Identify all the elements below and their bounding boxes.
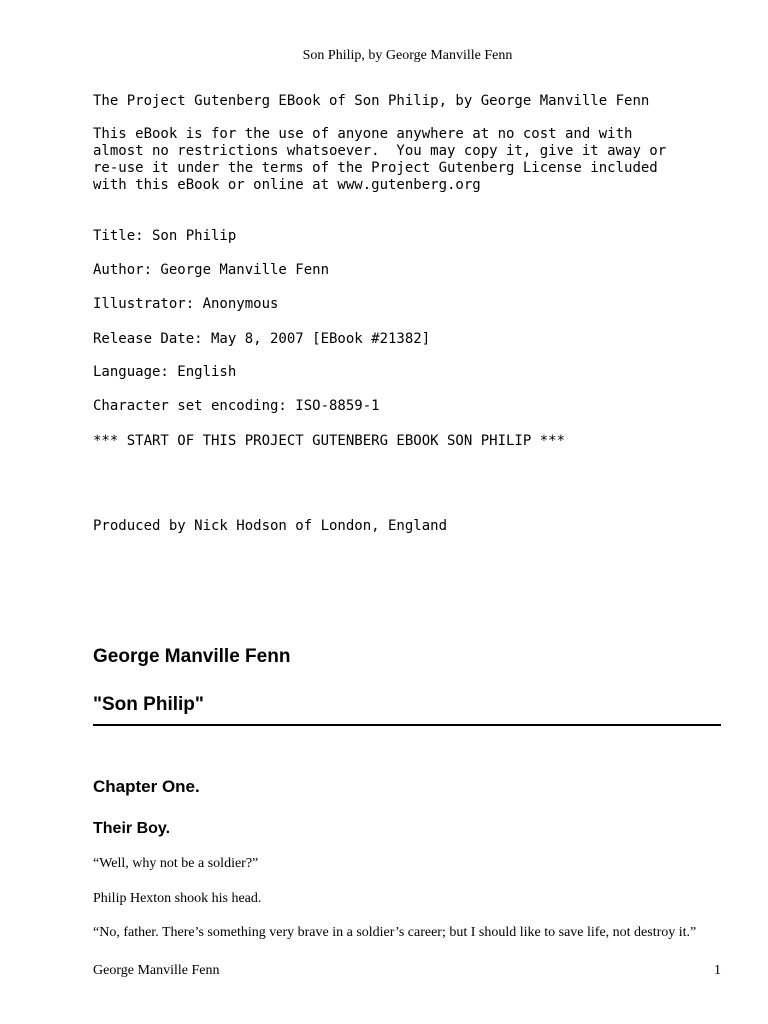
meta-title: Title: Son Philip xyxy=(93,228,237,244)
meta-author: Author: George Manville Fenn xyxy=(93,262,330,278)
body-paragraph: Philip Hexton shook his head. xyxy=(93,891,262,906)
book-title-heading: "Son Philip" xyxy=(93,694,204,715)
meta-encoding: Character set encoding: ISO-8859-1 xyxy=(93,398,380,414)
running-header: Son Philip, by George Manville Fenn xyxy=(302,48,513,63)
body-paragraph: “No, father. There’s something very brave in a soldier’s career; but I should like to save life, not destroy it.” xyxy=(93,925,697,940)
meta-illustrator: Illustrator: Anonymous xyxy=(93,296,279,312)
meta-release-date: Release Date: May 8, 2007 [EBook #21382] xyxy=(93,331,431,347)
start-marker: *** START OF THIS PROJECT GUTENBERG EBOOK SON PHILIP *** xyxy=(93,433,566,449)
meta-language: Language: English xyxy=(93,364,237,380)
page-number: 1 xyxy=(714,963,721,978)
gutenberg-intro-line: The Project Gutenberg EBook of Son Philip, by George Manville Fenn xyxy=(93,93,650,109)
license-line: with this eBook or online at www.gutenberg.org xyxy=(93,177,481,193)
title-divider xyxy=(93,724,721,726)
producer-credit: Produced by Nick Hodson of London, England xyxy=(93,518,448,534)
book-author-heading: George Manville Fenn xyxy=(93,646,291,667)
license-line: almost no restrictions whatsoever. You may copy it, give it away or xyxy=(93,143,667,159)
license-line: re-use it under the terms of the Project Gutenberg License included xyxy=(93,160,658,176)
footer-author: George Manville Fenn xyxy=(93,963,220,978)
body-paragraph: “Well, why not be a soldier?” xyxy=(93,856,259,871)
chapter-subtitle: Their Boy. xyxy=(93,820,171,837)
license-line: This eBook is for the use of anyone anywhere at no cost and with xyxy=(93,126,633,142)
chapter-heading: Chapter One. xyxy=(93,777,200,796)
